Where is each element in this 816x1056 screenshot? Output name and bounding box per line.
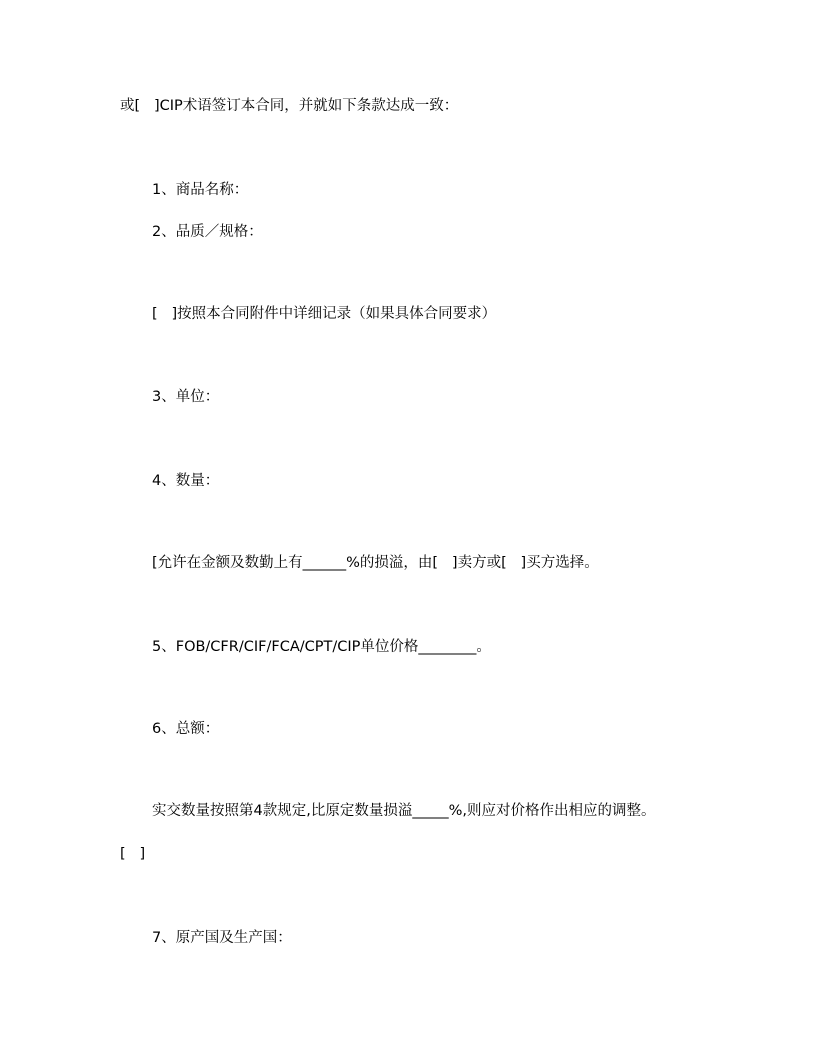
clause-unit: 3、单位： [152,389,220,405]
clause-commodity-name: 1、商品名称： [152,182,249,198]
clause-attachment-option: [ ]按照本合同附件中详细记录（如果具体合同要求） [152,306,497,322]
clause-country-of-origin: 7、原产国及生产国： [152,930,292,946]
clause-price-adjustment: 实交数量按照第4款规定,比原定数量损溢_____%,则应对价格作出相应的调整。 [152,803,656,819]
clause-quantity: 4、数量： [152,473,220,489]
checkbox-bracket: [ ] [120,846,146,862]
clause-tolerance: [允许在金额及数勤上有______%的损溢，由[ ]卖方或[ ]买方选择。 [152,555,599,571]
clause-unit-price: 5、FOB/CFR/CIF/FCA/CPT/CIP单位价格________。 [152,639,491,655]
contract-intro-line: 或[ ]CIP术语签订本合同，并就如下条款达成一致： [120,98,459,114]
clause-total-amount: 6、总额： [152,721,220,737]
clause-quality-spec: 2、品质／规格： [152,224,263,240]
